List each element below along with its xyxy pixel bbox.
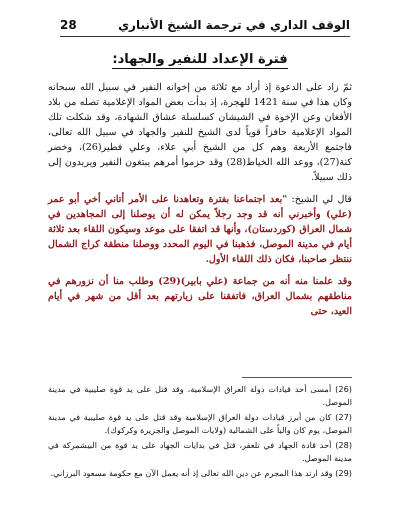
- footnote-text: كان من أبرز قيادات دولة العراق الإسلامية وقد قتل على يد قوة صليبية في مدينة الموصل، يوم كان والياً على الشمالية (ولايات الموصل والجزيرة وكركوك).: [48, 412, 352, 435]
- footnote: [48, 383, 352, 409]
- page-number: 28: [60, 18, 77, 32]
- footnote-number: (27): [335, 412, 352, 422]
- footnote-text: وقد ارتد هذا المجرم عن دين الله تعالى إذ أنه يعمل الآن مع حكومة مسعود البرزاني.: [50, 468, 333, 478]
- paragraph-2: [48, 192, 352, 267]
- running-title: الوقف الداري في ترجمة الشيخ الأنباري: [118, 18, 350, 32]
- footnote-text: أمسى أحد قيادات دولة العراق الإسلامية، وقد قتل على يد قوة صليبية في مدينة الموصل.: [48, 384, 352, 407]
- footnote: [48, 411, 352, 437]
- running-header: [60, 14, 350, 37]
- section-heading: [50, 52, 350, 67]
- footnote-number: (28): [335, 440, 353, 450]
- paragraph-1: ثمّ زاد على الدعوة إذ أراد مع ثلاثة من إخوانه النفير في سبيل الله سبحانه وكان هذا في سنة 1421 للهجرة، إذ بدأت بعض المواد الإعلامية تصله من بلاد الأفغان وعن الإخوة في الشيشان كسلسلة عشاق الشهادة، وقد شكلت تلك المواد الإعلامية حافزاً قوياً لدى الشيخ للنفير والجهاد في سبيل الله تعالى، فاجتمع الأربعة وهم كل من الشيخ أبي علاء، وعلي فطير(26)، وخضر كنة(27)، ووعد الله الخياط(28) وقد حزموا أمرهم يبتغون النفير ويريدون إلى ذلك سبيلاً.: [48, 82, 352, 183]
- paragraph-3: وقد علمنا منه أنه من جماعة (علي بابير)(29) وطلب منا أن نزورهم في مناطقهم بشمال العراق، فاتفقنا على زيارتهم بعد أقل من شهر في أيام العيد، حتى: [48, 276, 353, 317]
- footnote-number: (29): [335, 468, 352, 478]
- paragraph-2-intro: قال لي الشيخ:: [287, 194, 353, 205]
- footnote-number: (26): [335, 384, 352, 394]
- footnote-text: أحد قادة الجهاد في تلعفر، قتل في بدايات الجهاد على يد قوة من البيشمركة في مدينة الموصل.: [48, 440, 352, 463]
- body-text: [48, 80, 352, 326]
- footnote-separator: [242, 377, 352, 378]
- section-heading-text: فترة الإعداد للنفير والجهاد:: [112, 52, 288, 67]
- paragraph-2-quote: "بعد اجتماعنا بفترة وتعاهدنا على الأمر أتاني أخي أبو عمر (علي) وأخبرني أنه قد وجد رجلاً يمكن له أن يوصلنا إلى المجاهدين في شمال العراق (كوردستان)، وأنها قد اتفقا على موعد وسيكون اللقاء بعد ثلاثة أيام في مدينة الموصل، فذهبنا في اليوم المحدد ووصلنا منطقة كراج الشمال ننتظر صاحبنا، فكان ذلك اللقاء الأول.: [48, 194, 352, 265]
- footnote: [48, 439, 352, 465]
- footnote: [48, 467, 352, 480]
- footnotes: [48, 383, 352, 482]
